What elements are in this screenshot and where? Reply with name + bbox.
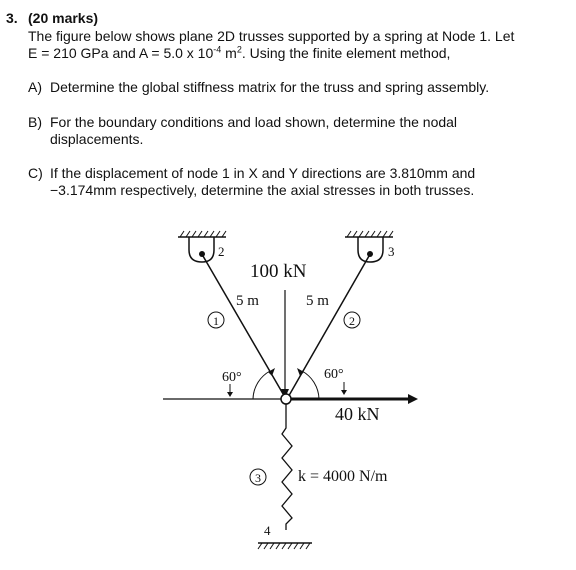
horizontal-load-arrowhead bbox=[408, 394, 418, 404]
element-2-label: 2 bbox=[349, 314, 355, 328]
intro-line-2-suffix: . Using the finite element method, bbox=[241, 45, 451, 61]
length-label-left: 5 m bbox=[236, 293, 259, 309]
part-a-text: Determine the global stiffness matrix for the truss and spring assembly. bbox=[50, 79, 490, 95]
ground-node-4 bbox=[258, 543, 312, 549]
spring-element-3 bbox=[282, 404, 292, 530]
question-marks: (20 marks) bbox=[28, 10, 99, 26]
angle-label-left: 60° bbox=[222, 370, 242, 385]
element-1-label: 1 bbox=[213, 314, 219, 328]
intro-exponent-unit: 2 bbox=[236, 44, 242, 55]
intro-exponent-area: -4 bbox=[213, 44, 222, 55]
angle-arc-right bbox=[302, 371, 319, 399]
question-number: 3. bbox=[6, 10, 18, 26]
node-2-label: 2 bbox=[218, 244, 225, 259]
vertical-load-label: 100 kN bbox=[250, 261, 307, 282]
part-c-label: C) bbox=[28, 165, 43, 181]
element-3-label: 3 bbox=[255, 471, 261, 485]
part-a-label: A) bbox=[28, 79, 42, 95]
angle-arc-left bbox=[253, 371, 270, 399]
part-c-text: If the displacement of node 1 in X and Y directions are 3.810mm and −3.174mm respectively, determine the axial stresses in both trusses. bbox=[50, 165, 476, 198]
length-label-right: 5 m bbox=[306, 293, 329, 309]
node-3-label: 3 bbox=[388, 244, 395, 259]
node-4-label: 4 bbox=[264, 523, 271, 538]
intro-line-1: The figure below shows plane 2D trusses supported by a spring at Node 1. Let bbox=[28, 28, 515, 44]
node-1 bbox=[281, 394, 291, 404]
intro-line-2-prefix: E = 210 GPa and A = 5.0 x 10 bbox=[28, 45, 214, 61]
intro-line-2-mid: m bbox=[221, 45, 237, 61]
spring-constant-label: k = 4000 N/m bbox=[298, 468, 388, 485]
horizontal-load-label: 40 kN bbox=[335, 404, 380, 424]
part-b-label: B) bbox=[28, 114, 42, 130]
part-b-text: For the boundary conditions and load shown, determine the nodal displacements. bbox=[50, 114, 458, 147]
angle-label-right: 60° bbox=[324, 367, 344, 382]
